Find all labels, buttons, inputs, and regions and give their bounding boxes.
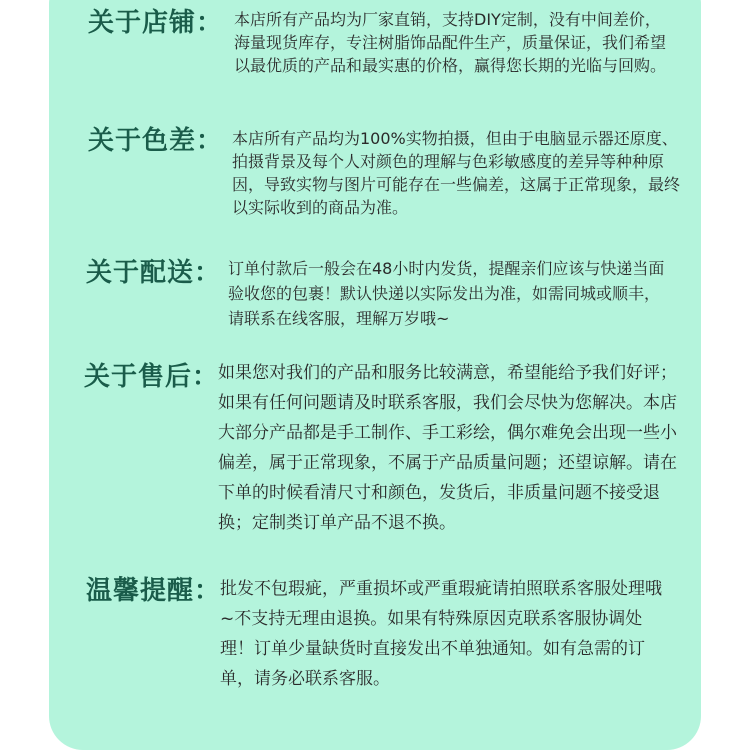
section-text-delivery: 订单付款后一般会在48小时内发货，提醒亲们应该与快递当面验收您的包裹！默认快递以实际发出为准，如需同城或顺丰，请联系在线客服，理解万岁哦~ xyxy=(228,259,665,328)
section-heading-aftersale: 关于售后： xyxy=(84,362,220,392)
section-text-color: 本店所有产品均为100%实物拍摄，但由于电脑显示器还原度、拍摄背景及每个人对颜色的理解与色彩敏感度的差异等种种原因，导致实物与图片可能存在一些偏差，这属于正常现象，最终以实际收到的商品为准。 xyxy=(232,129,681,217)
section-text-aftersale: 如果您对我们的产品和服务比较满意，希望能给予我们好评；如果有任何问题请及时联系客服，我们会尽快为您解决。本店大部分产品都是手工制作、手工彩绘，偶尔难免会出现一些小偏差，属于正常现象，不属于产品质量问题；还望谅解。请在下单的时候看清尺寸和颜色，发货后，非质量问题不接受退换；定制类订单产品不退不换。 xyxy=(218,363,677,533)
section-text-store: 本店所有产品均为厂家直销，支持DIY定制，没有中间差价，海量现货库存，专注树脂饰品配件生产，质量保证，我们希望以最优质的产品和最实惠的价格，赢得您长期的光临与回购。 xyxy=(234,10,667,75)
section-heading-color: 关于色差： xyxy=(88,126,224,156)
section-text-reminder: 批发不包瑕疵，严重损坏或严重瑕疵请拍照联系客服处理哦~不支持无理由退换。如果有特殊原因克联系客服协调处理！订单少量缺货时直接发出不单独通知。如有急需的订单，请务必联系客服。 xyxy=(220,579,662,689)
section-heading-reminder: 温馨提醒： xyxy=(86,576,222,606)
section-heading-store: 关于店铺： xyxy=(88,8,224,38)
section-heading-delivery: 关于配送： xyxy=(86,258,222,288)
